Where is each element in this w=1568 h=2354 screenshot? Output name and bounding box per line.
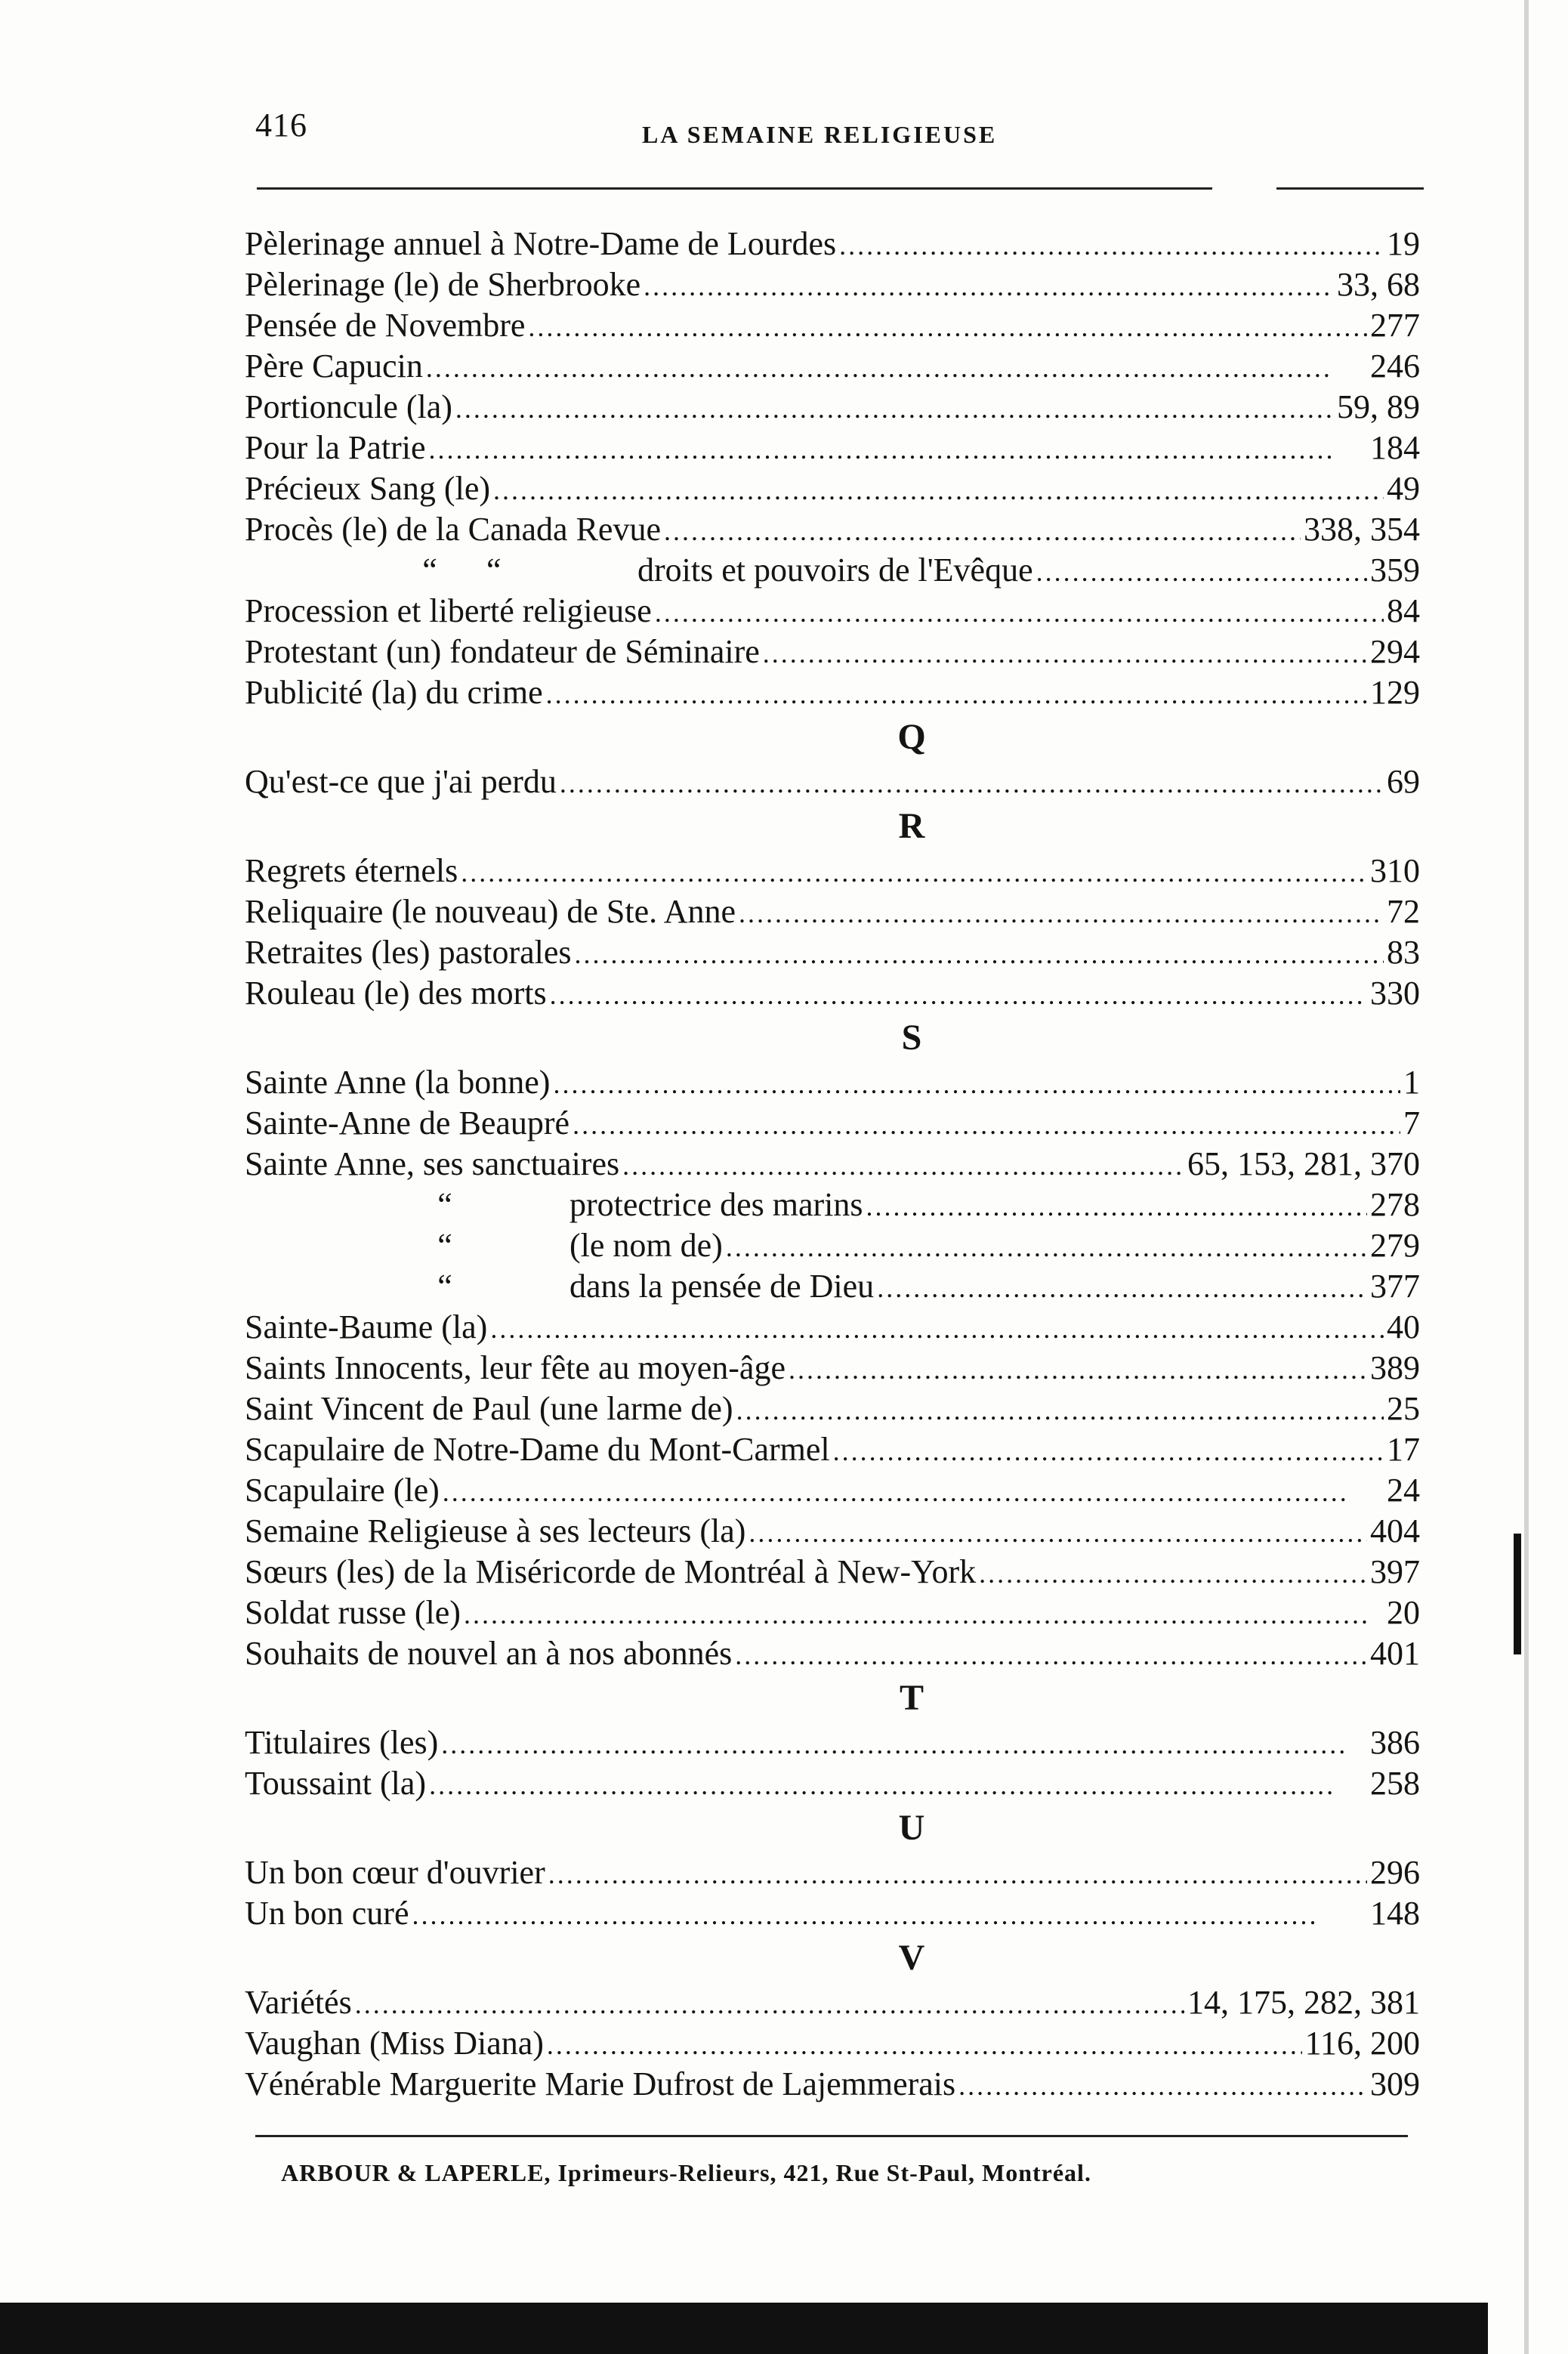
entry-text: Protestant (un) fondateur de Séminaire — [245, 633, 760, 670]
ditto-marks — [245, 1225, 569, 1266]
page-reference: 116, 200 — [1304, 2025, 1420, 2062]
section-letter: T — [899, 1678, 924, 1718]
entry-text: Saint Vincent de Paul (une larme de) — [245, 1390, 733, 1427]
ditto-mark: “ — [437, 1186, 452, 1223]
dot-leader — [429, 428, 1367, 470]
page-reference: 389 — [1370, 1349, 1420, 1386]
entry-title — [245, 1389, 733, 1429]
dot-leader — [548, 1852, 1367, 1895]
entry-text: Sainte-Baume (la) — [245, 1308, 488, 1345]
entry-title — [245, 632, 760, 672]
entry-title — [245, 761, 557, 802]
index-entry — [245, 632, 1420, 672]
entry-title — [245, 1633, 732, 1674]
entry-title — [637, 550, 1033, 591]
index-entry — [245, 1722, 1420, 1763]
page-reference: 59, 89 — [1337, 388, 1420, 425]
entry-title — [245, 2064, 955, 2105]
page-reference: 401 — [1370, 1635, 1420, 1672]
index-entry — [245, 851, 1420, 891]
page-reference: 65, 153, 281, 370 — [1187, 1145, 1420, 1182]
section-letter: R — [898, 806, 925, 846]
entry-title — [245, 891, 736, 932]
entry-title — [569, 1225, 723, 1266]
dot-leader — [735, 1633, 1367, 1676]
dot-leader — [789, 1348, 1367, 1390]
page-reference: 277 — [1370, 307, 1420, 344]
page-reference: 1 — [1403, 1064, 1420, 1101]
index-entry — [245, 591, 1420, 632]
index-entry — [245, 1593, 1420, 1633]
index-entry — [245, 1225, 1420, 1266]
entry-text: Retraites (les) pastorales — [245, 934, 572, 971]
entry-text: Titulaires (les) — [245, 1724, 439, 1761]
entry-text: Scapulaire de Notre-Dame du Mont-Carmel — [245, 1431, 830, 1468]
entry-text: Regrets éternels — [245, 852, 458, 889]
dot-leader — [839, 224, 1384, 266]
entry-text: Un bon curé — [245, 1895, 409, 1932]
index-entry — [245, 224, 1420, 264]
page-reference: 309 — [1370, 2065, 1420, 2102]
ditto-mark: “ — [486, 551, 502, 588]
entry-text: Procès (le) de la Canada Revue — [245, 511, 661, 548]
dot-leader — [493, 468, 1384, 511]
page-reference: 148 — [1370, 1895, 1420, 1932]
page-reference: 49 — [1387, 470, 1420, 507]
entry-title — [245, 1348, 786, 1389]
ditto-mark: “ — [437, 1268, 452, 1305]
ditto-mark — [532, 1225, 569, 1266]
dot-leader — [429, 1763, 1367, 1806]
dot-leader — [1036, 550, 1367, 592]
entry-text: Portioncule (la) — [245, 388, 452, 425]
entry-text: Précieux Sang (le) — [245, 470, 490, 507]
page-reference: 14, 175, 282, 381 — [1187, 1984, 1420, 2021]
dot-leader — [528, 305, 1367, 348]
entry-title — [569, 1185, 863, 1225]
entry-text: Vénérable Marguerite Marie Dufrost de Lajemmerais — [245, 2065, 956, 2102]
section-letter: S — [901, 1018, 922, 1058]
dot-leader — [739, 891, 1384, 934]
page-reference: 84 — [1387, 592, 1420, 629]
entry-title — [245, 264, 640, 305]
entry-title — [245, 1982, 352, 2023]
alphabetical-index — [245, 224, 1420, 2105]
ditto-mark: “ — [437, 1227, 452, 1264]
entry-title — [245, 851, 458, 891]
entry-title — [245, 973, 547, 1014]
page-reference: 33, 68 — [1337, 266, 1420, 303]
entry-title — [245, 672, 543, 713]
index-entry — [245, 346, 1420, 387]
entry-text: Sainte Anne (la bonne) — [245, 1064, 551, 1101]
page-reference: 386 — [1370, 1724, 1420, 1761]
dot-leader — [664, 509, 1301, 551]
entry-title — [245, 1144, 619, 1185]
entry-text: Un bon cœur d'ouvrier — [245, 1854, 545, 1891]
index-entry — [245, 550, 1420, 591]
dot-leader — [412, 1893, 1368, 1935]
page-reference: 72 — [1387, 893, 1420, 930]
scan-bottom-band — [0, 2303, 1488, 2354]
page-reference: 377 — [1370, 1268, 1420, 1305]
entry-text: Souhaits de nouvel an à nos abonnés — [245, 1635, 733, 1672]
dot-leader — [560, 761, 1384, 804]
page-reference: 129 — [1370, 674, 1420, 711]
header-rule — [257, 187, 1212, 190]
index-entry — [245, 1552, 1420, 1593]
entry-text: (le nom de) — [569, 1227, 723, 1264]
page-reference: 17 — [1387, 1431, 1420, 1468]
dot-leader — [441, 1722, 1367, 1765]
entry-title — [245, 1429, 830, 1470]
index-entry — [245, 1852, 1420, 1893]
entry-title — [245, 1103, 569, 1144]
index-entry — [245, 932, 1420, 973]
dot-leader — [443, 1470, 1384, 1512]
entry-title — [245, 932, 572, 973]
index-entry — [245, 1511, 1420, 1552]
entry-title — [245, 387, 452, 428]
dot-leader — [655, 591, 1384, 633]
entry-title — [245, 305, 525, 346]
index-entry — [245, 672, 1420, 713]
page-reference: 310 — [1370, 852, 1420, 889]
dot-leader — [958, 2064, 1367, 2106]
dot-leader — [573, 1103, 1400, 1145]
footer-rule — [255, 2135, 1408, 2137]
index-entry — [245, 264, 1420, 305]
dot-leader — [547, 2023, 1302, 2065]
index-entry — [245, 1429, 1420, 1470]
index-entry — [245, 1103, 1420, 1144]
page-reference: 69 — [1387, 763, 1420, 800]
entry-title — [245, 224, 836, 264]
index-entry — [245, 305, 1420, 346]
index-entry — [245, 1763, 1420, 1804]
entry-text: dans la pensée de Dieu — [569, 1268, 875, 1305]
entry-text: Saints Innocents, leur fête au moyen-âge — [245, 1349, 786, 1386]
index-entry — [245, 761, 1420, 802]
index-entry — [245, 2023, 1420, 2064]
dot-leader — [736, 1389, 1384, 1431]
ditto-mark — [532, 1266, 569, 1307]
header-rule-right — [1276, 187, 1424, 190]
entry-title — [569, 1266, 874, 1307]
dot-leader — [866, 1185, 1367, 1227]
index-entry — [245, 973, 1420, 1014]
entry-text: Vaughan (Miss Diana) — [245, 2025, 544, 2062]
entry-title — [245, 1593, 461, 1633]
dot-leader — [979, 1552, 1367, 1594]
index-entry — [245, 1348, 1420, 1389]
entry-title — [245, 1470, 440, 1511]
entry-text: Variétés — [245, 1984, 352, 2021]
page-reference: 296 — [1370, 1854, 1420, 1891]
entry-title — [245, 1511, 745, 1552]
dot-leader — [877, 1266, 1367, 1308]
entry-text: Sainte Anne, ses sanctuaires — [245, 1145, 620, 1182]
index-entry — [245, 2064, 1420, 2105]
dot-leader — [749, 1511, 1367, 1553]
page-reference: 24 — [1387, 1472, 1420, 1509]
index-entry — [245, 428, 1420, 468]
entry-text: Publicité (la) du crime — [245, 674, 543, 711]
dot-leader — [644, 264, 1334, 307]
entry-title — [245, 346, 423, 387]
page-reference: 278 — [1370, 1186, 1420, 1223]
entry-text: Qu'est-ce que j'ai perdu — [245, 763, 557, 800]
dot-leader — [464, 1593, 1384, 1635]
page-reference: 19 — [1387, 225, 1420, 262]
ditto-mark: “ — [422, 551, 437, 588]
entry-text: Sœurs (les) de la Miséricorde de Montréal à New-York — [245, 1553, 977, 1590]
entry-text: Pèlerinage (le) de Sherbrooke — [245, 266, 641, 303]
section-letter: V — [898, 1938, 925, 1978]
index-entry — [245, 509, 1420, 550]
page-reference: 83 — [1387, 934, 1420, 971]
page-reference: 279 — [1370, 1227, 1420, 1264]
entry-title — [245, 428, 426, 468]
entry-title — [245, 1552, 976, 1593]
index-entry — [245, 1893, 1420, 1934]
page-reference: 330 — [1370, 975, 1420, 1012]
entry-title — [245, 509, 661, 550]
entry-title — [245, 591, 652, 632]
index-entry — [245, 1307, 1420, 1348]
entry-text: droits et pouvoirs de l'Evêque — [637, 551, 1033, 588]
entry-text: Pensée de Novembre — [245, 307, 526, 344]
page-reference: 359 — [1370, 551, 1420, 588]
index-entry — [245, 1185, 1420, 1225]
entry-text: protectrice des marins — [569, 1186, 863, 1223]
dot-leader — [461, 851, 1367, 893]
index-entry — [245, 1633, 1420, 1674]
index-entry — [245, 387, 1420, 428]
entry-title — [245, 1722, 438, 1763]
running-head: LA SEMAINE RELIGIEUSE — [642, 121, 998, 148]
dot-leader — [550, 973, 1367, 1015]
dot-leader — [546, 672, 1367, 715]
page-reference: 20 — [1387, 1594, 1420, 1631]
entry-title — [245, 2023, 544, 2064]
index-entry — [245, 1062, 1420, 1103]
entry-text: Semaine Religieuse à ses lecteurs (la) — [245, 1512, 746, 1549]
dot-leader — [726, 1225, 1367, 1268]
entry-text: Procession et liberté religieuse — [245, 592, 652, 629]
page-reference: 25 — [1387, 1390, 1420, 1427]
page-reference: 246 — [1370, 348, 1420, 385]
dot-leader — [763, 632, 1367, 674]
page-edge-shadow — [1524, 0, 1529, 2354]
entry-title — [245, 1307, 487, 1348]
entry-text: Reliquaire (le nouveau) de Ste. Anne — [245, 893, 736, 930]
page-reference: 258 — [1370, 1765, 1420, 1802]
entry-text: Pour la Patrie — [245, 429, 426, 466]
dot-leader — [622, 1144, 1184, 1186]
index-entry — [245, 891, 1420, 932]
ditto-marks — [245, 1185, 569, 1225]
entry-text: Sainte-Anne de Beaupré — [245, 1104, 570, 1141]
dot-leader — [490, 1307, 1384, 1349]
page-reference: 294 — [1370, 633, 1420, 670]
entry-text: Toussaint (la) — [245, 1765, 427, 1802]
page-reference: 7 — [1403, 1104, 1420, 1141]
dot-leader — [426, 346, 1367, 388]
index-entry — [245, 1266, 1420, 1307]
entry-title — [245, 1763, 426, 1804]
ditto-marks — [245, 550, 637, 591]
entry-title — [245, 1852, 545, 1893]
page-reference: 404 — [1370, 1512, 1420, 1549]
page-reference: 397 — [1370, 1553, 1420, 1590]
page-reference: 184 — [1370, 429, 1420, 466]
entry-text: Scapulaire (le) — [245, 1472, 440, 1509]
ditto-mark — [532, 1185, 569, 1225]
dot-leader — [833, 1429, 1384, 1472]
index-entry — [245, 468, 1420, 509]
index-entry — [245, 1470, 1420, 1511]
entry-text: Pèlerinage annuel à Notre-Dame de Lourdes — [245, 225, 837, 262]
index-entry — [245, 1982, 1420, 2023]
printer-imprint: ARBOUR & LAPERLE, Iprimeurs-Relieurs, 421, Rue St-Paul, Montréal. — [281, 2159, 1091, 2186]
entry-text: Père Capucin — [245, 348, 423, 385]
page-number: 416 — [255, 107, 307, 144]
entry-title — [245, 1062, 550, 1103]
dot-leader — [575, 932, 1384, 975]
ditto-marks — [245, 1266, 569, 1307]
dot-leader — [355, 1982, 1184, 2025]
section-letter: U — [898, 1808, 925, 1848]
entry-title — [245, 468, 490, 509]
index-entry — [245, 1389, 1420, 1429]
page-reference: 338, 354 — [1304, 511, 1420, 548]
page-edge-mark — [1514, 1534, 1521, 1654]
entry-title — [245, 1893, 409, 1934]
dot-leader — [553, 1062, 1400, 1104]
index-entry — [245, 1144, 1420, 1185]
dot-leader — [455, 387, 1334, 429]
section-letter: Q — [897, 717, 926, 757]
page-reference: 40 — [1387, 1308, 1420, 1345]
entry-text: Rouleau (le) des morts — [245, 975, 547, 1012]
entry-text: Soldat russe (le) — [245, 1594, 461, 1631]
